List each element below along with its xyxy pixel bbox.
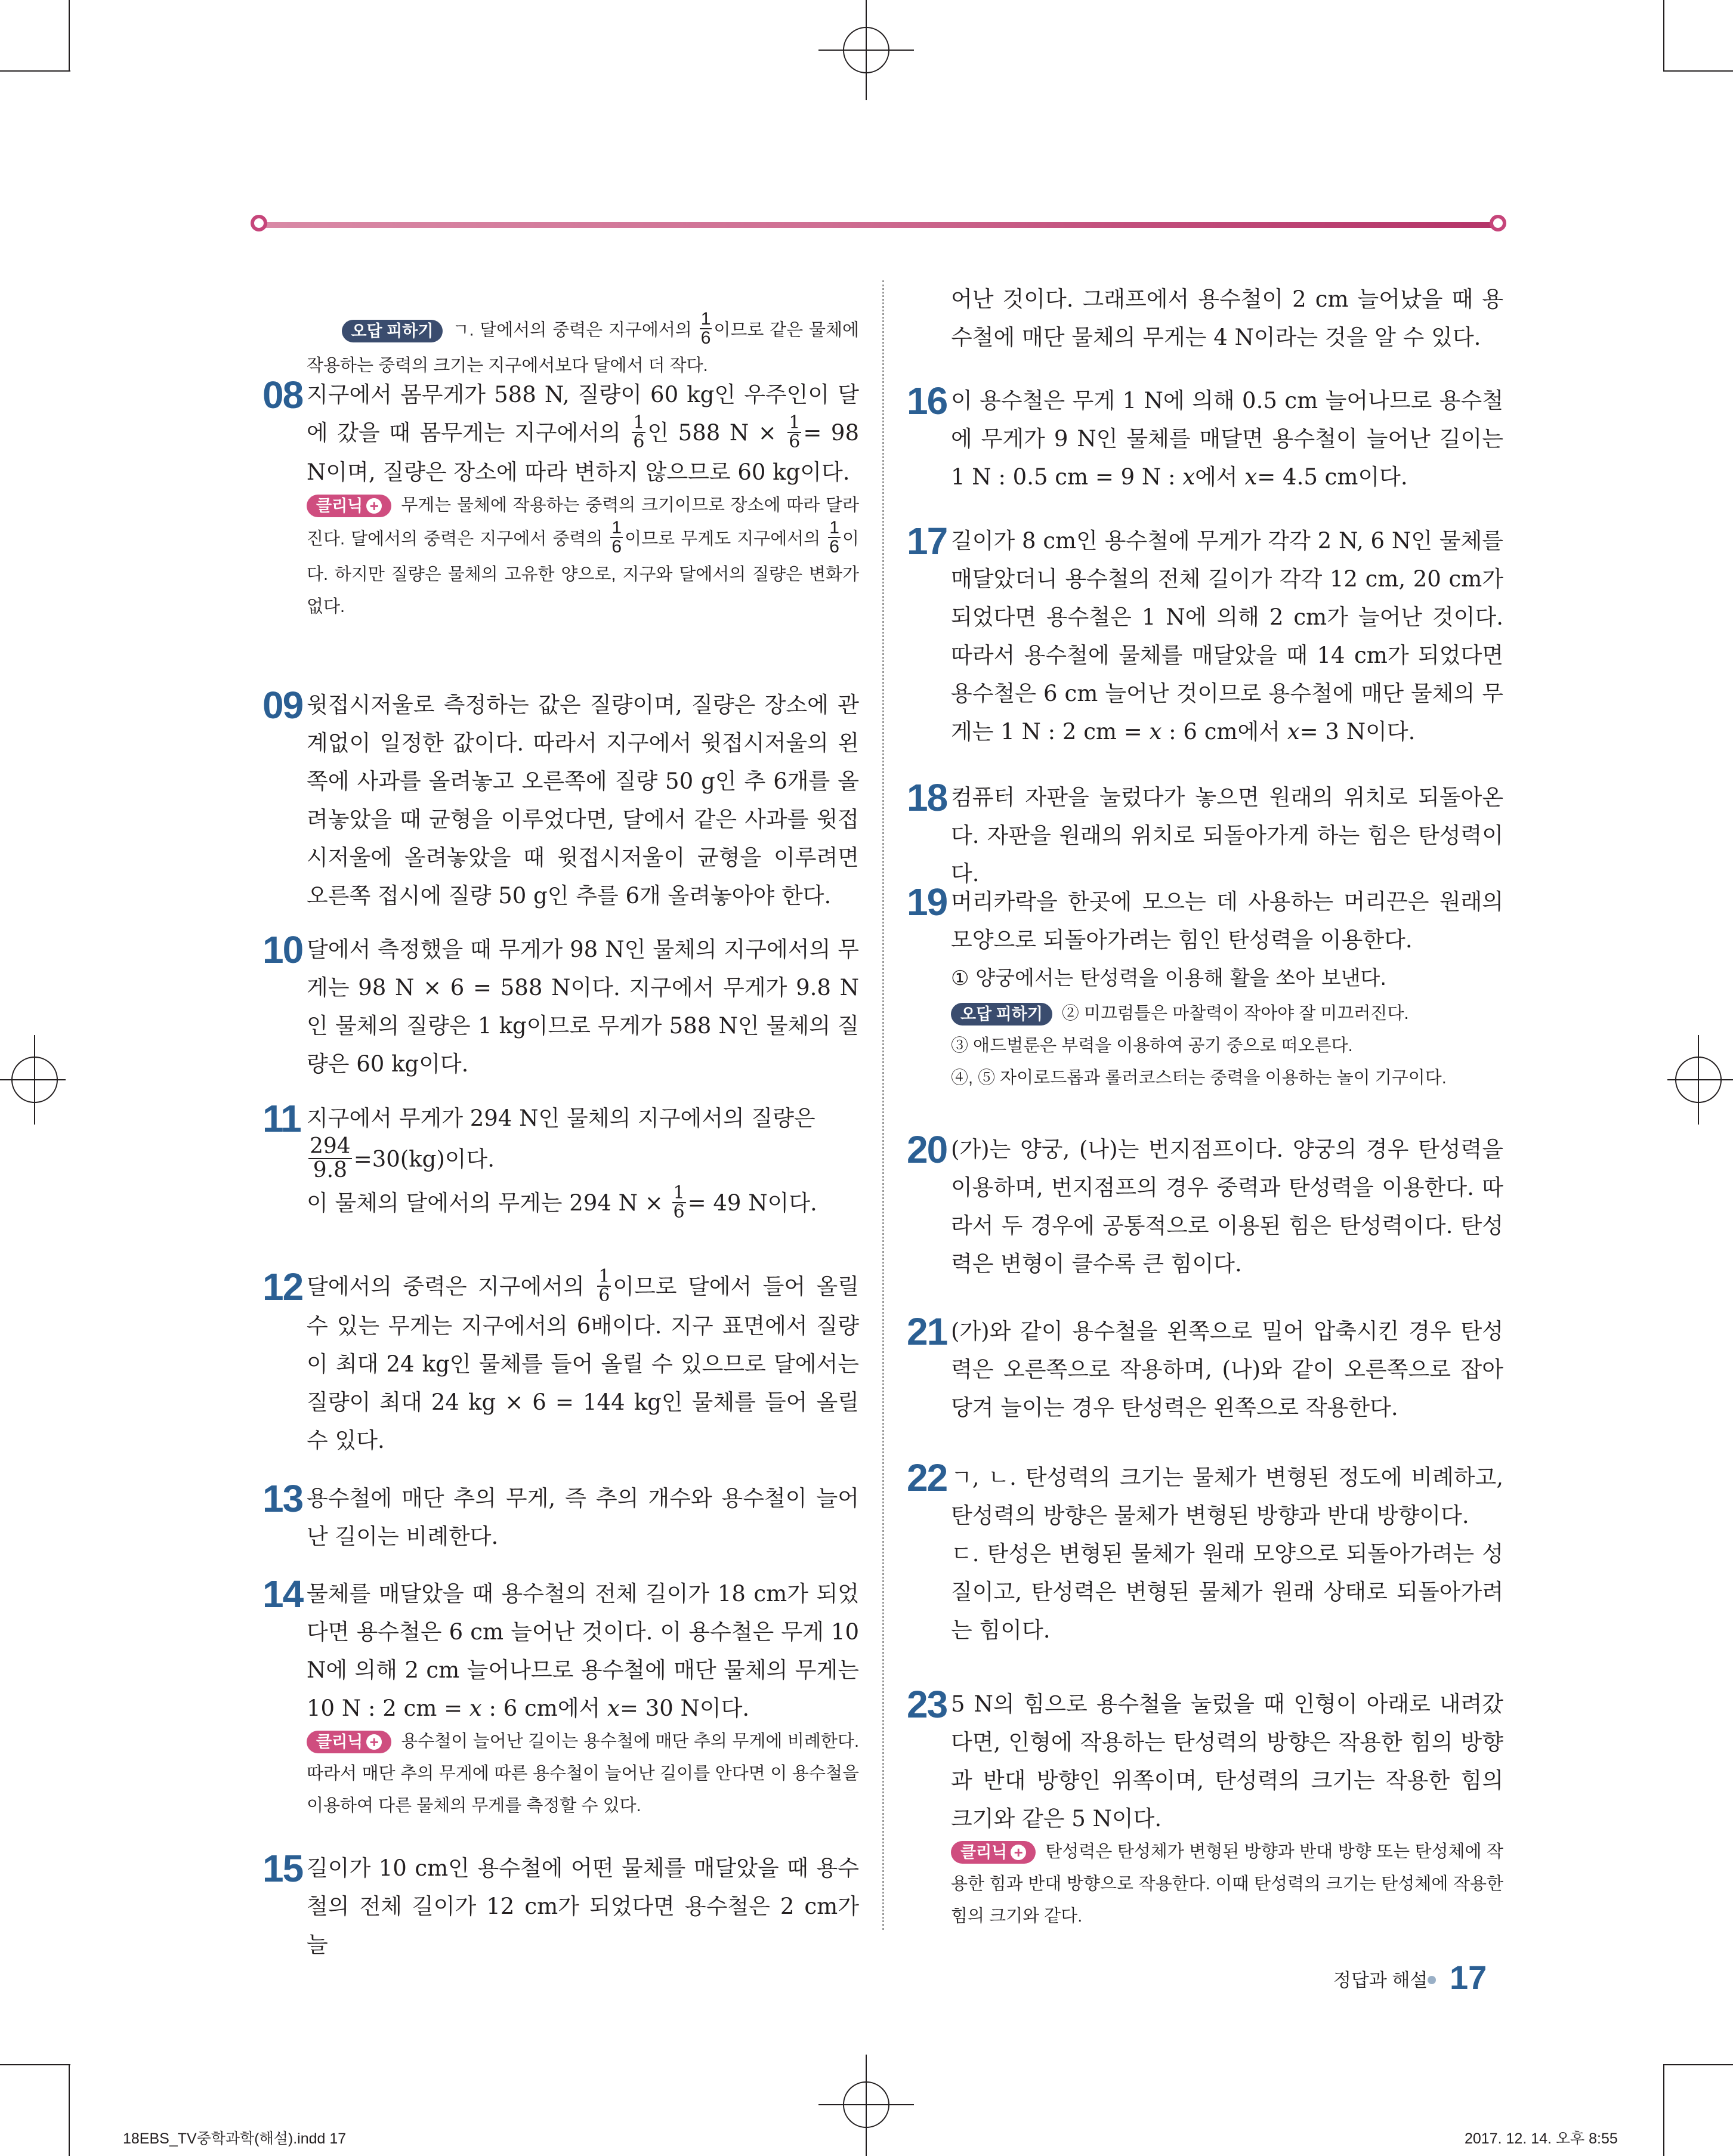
answer-number: 11 — [262, 1097, 301, 1140]
fraction: $\frac{1}{6}$ — [673, 1182, 685, 1222]
fraction: $\frac{1}{6}$ — [598, 1265, 610, 1306]
answer-text: 윗접시저울로 측정하는 값은 질량이며, 질량은 장소에 관계없이 일정한 값이다. 따라서 지구에서 윗접시저울의 왼쪽에 사과를 올려놓고 오른쪽에 질량 50 g인 추 6개를 올려놓았을 때 균형을 이루었다면, 달에서 같은 사과를 윗접시저울에 올려놓았을 때 윗접시저울이 균형을 이루려면 오른쪽 접시에 질량 50 g인 추를 6개 올려놓아야 한다. — [307, 692, 866, 909]
answer-08 — [262, 373, 866, 623]
answer-text: 물체를 매달았을 때 용수철의 전체 길이가 18 cm가 되었다면 용수철은 6 cm 늘어난 것이다. 이 용수철은 무게 10 N에 의해 2 cm 늘어나므로 용수철에 매단 물체의 무게는 10 N : 2 cm = x : 6 cm에서 x= 30 N이다. — [307, 1581, 866, 1721]
avoid-note-text: 이므로 같은 물체에 작용하는 중력의 크기는 지구에서보다 달에서 더 작다. — [307, 320, 864, 375]
answer-text: ㄷ. 탄성은 변형된 물체가 원래 모양으로 되돌아가려는 성질이고, 탄성력은 변형된 물체가 원래 상태로 되돌아가려는 힘이다. — [951, 1541, 1503, 1643]
clinic-note: 클리닉 + 용수철이 늘어난 길이는 용수철에 매단 추의 무게에 비례한다. 따라서 매단 추의 무게에 따른 용수철이 늘어난 길이를 안다면 이 용수철을 이용하여 다른 물체의 무게를 측정할 수 있다. — [307, 1732, 864, 1815]
option-text: ④, ⑤ 자이로드롭과 롤러코스터는 중력을 이용하는 놀이 기구이다. — [951, 1068, 1447, 1088]
plus-icon: + — [1011, 1845, 1026, 1860]
answer-number: 12 — [262, 1265, 303, 1308]
fraction: $\frac{1}{6}$ — [789, 412, 801, 452]
crop-mark — [1663, 70, 1733, 72]
fraction: $\frac{1}{6}$ — [633, 412, 645, 452]
answer-text: 어난 것이다. 그래프에서 용수철이 2 cm 늘어났을 때 용수철에 매단 물체의 무게는 4 N이라는 것을 알 수 있다. — [951, 286, 1503, 350]
answer-number: 17 — [907, 520, 947, 563]
answer-text: 이 용수철은 무게 1 N에 의해 0.5 cm 늘어나므로 용수철에 무게가 9 N인 물체를 매달면 용수철이 늘어난 길이는 1 N : 0.5 cm = 9 N : x에서 x= 4.5 cm이다. — [951, 388, 1510, 490]
answer-text: 머리카락을 한곳에 모으는 데 사용하는 머리끈은 원래의 모양으로 되돌아가려는 힘인 탄성력을 이용한다. — [951, 889, 1510, 953]
crop-mark — [0, 2064, 70, 2065]
fraction: $\frac{1}{6}$ — [829, 517, 839, 557]
avoid-note: 오답 피하기 ② 미끄럼틀은 마찰력이 작아야 잘 미끄러진다. — [951, 997, 1503, 1030]
answer-number: 22 — [907, 1456, 947, 1499]
answer-text: 달에서의 중력은 지구에서의 $\frac{1}{6}$ 이므로 달에서 들어 올릴 수 있는 무게는 지구에서의 6배이다. 지구 표면에서 질량이 최대 24 kg인 물체를 들어 올릴 수 있으므로 달에서는 질량이 최대 24 kg × 6 = 144 kg인 물체를 들어 올릴 수 있다. — [307, 1265, 866, 1453]
answer-text: ㄱ, ㄴ. 탄성력의 크기는 물체가 변형된 정도에 비례하고, 탄성력의 방향은 물체가 변형된 방향과 반대 방향이다. — [951, 1465, 1510, 1528]
answer-13 — [262, 1479, 859, 1556]
registration-mark — [0, 1035, 66, 1125]
answer-number: 14 — [262, 1573, 303, 1616]
header-bar — [251, 220, 1506, 229]
registration-mark — [1667, 1035, 1733, 1125]
answer-22 — [907, 1456, 1510, 1650]
page-number: 17 — [1450, 1959, 1487, 1996]
answer-text: 용수철에 매단 추의 무게, 즉 추의 개수와 용수철이 늘어난 길이는 비례한다. — [307, 1485, 859, 1549]
header-bar-left-knob — [251, 215, 267, 231]
avoid-badge: 오답 피하기 — [951, 1003, 1052, 1026]
answer-number: 21 — [907, 1310, 947, 1353]
answer-text: 길이가 10 cm인 용수철에 어떤 물체를 매달았을 때 용수철의 전체 길이가 12 cm가 되었다면 용수철은 2 cm가 늘 — [307, 1855, 866, 1957]
avoid-badge: 오답 피하기 — [342, 320, 443, 342]
answer-text: 달에서 측정했을 때 무게가 98 N인 물체의 지구에서의 무게는 98 N × 6 = 588 N이다. 지구에서 무게가 9.8 N인 물체의 질량은 1 kg이므로 무게가 588 N인 물체의 질량은 60 kg이다. — [307, 937, 859, 1077]
answer-number: 10 — [262, 928, 303, 971]
answer-number: 16 — [907, 379, 947, 422]
crop-mark — [1663, 2064, 1664, 2156]
clinic-badge: 클리닉 + — [307, 495, 391, 517]
answer-23 — [907, 1683, 1510, 1932]
answer-11 — [262, 1099, 859, 1224]
answer-text: 5 N의 힘으로 용수철을 눌렀을 때 인형이 아래로 내려갔다면, 인형에 작용하는 탄성력의 방향은 작용한 힘의 방향과 반대 방향인 위쪽이며, 탄성력의 크기는 작용한 힘의 크기와 같은 5 N이다. — [951, 1691, 1510, 1831]
registration-mark — [818, 2055, 914, 2156]
clinic-badge: 클리닉 + — [951, 1841, 1036, 1864]
clinic-note: 클리닉 + 무게는 물체에 작용하는 중력의 크기이므로 장소에 따라 달라진다. 달에서의 중력은 지구에서 중력의 $\frac{1}{6}$ 이므로 무게도 지구에서의 $\frac{1}{6}$ 이다. 하지만 질량은 물체의 고유한 양으로, 지구와 달에서의 질량은 변화가 없다. — [307, 495, 864, 616]
answer-10 — [262, 928, 859, 1083]
print-slug-date: 2017. 12. 14. 오후 8:55 — [1465, 2130, 1618, 2147]
header-bar-right-knob — [1490, 215, 1506, 231]
crop-mark — [69, 2064, 70, 2156]
fraction: $\frac{1}{6}$ — [700, 309, 711, 348]
print-slug-file: 18EBS_TV중학과학(해설).indd 17 — [123, 2130, 347, 2147]
answer-21 — [907, 1312, 1503, 1427]
footer-dot — [1428, 1976, 1436, 1984]
answer-16 — [907, 379, 1510, 496]
answer-number: 20 — [907, 1128, 947, 1171]
clinic-badge: 클리닉 + — [307, 1731, 391, 1753]
answer-number: 18 — [907, 776, 947, 819]
answer-number: 19 — [907, 881, 947, 923]
option-text: ③ 애드벌룬은 부력을 이용하여 공기 중으로 떠오른다. — [951, 1036, 1353, 1055]
answer-20 — [907, 1128, 1510, 1283]
answer-number: 08 — [262, 373, 303, 416]
crop-mark — [69, 0, 70, 72]
answer-09 — [262, 684, 866, 915]
answer-text: (가)와 같이 용수철을 왼쪽으로 밀어 압축시킨 경우 탄성력은 오른쪽으로 작용하며, (나)와 같이 오른쪽으로 잡아당겨 늘이는 경우 탄성력은 왼쪽으로 작용한다. — [951, 1318, 1503, 1420]
answer-number: 23 — [907, 1683, 947, 1726]
column-divider — [882, 280, 884, 1930]
fraction: $\frac{294}{9.8}$ — [310, 1134, 351, 1182]
header-bar-line — [258, 222, 1499, 228]
answer-17 — [907, 520, 1510, 751]
answer-text: 지구에서 무게가 294 N인 물체의 지구에서의 질량은 $\frac{294}{9.8}$ =30(kg)이다. 이 물체의 달에서의 무게는 294 N × $\frac{1}{6}$ = 49 N이다. — [307, 1105, 817, 1222]
answer-text: 컴퓨터 자판을 눌렀다가 놓으면 원래의 위치로 되돌아온다. 자판을 원래의 위치로 되돌아가게 하는 힘은 탄성력이다. — [951, 784, 1503, 887]
registration-mark — [818, 0, 914, 101]
plus-icon: + — [366, 498, 382, 514]
answer-12 — [262, 1265, 866, 1460]
answer-18 — [907, 776, 1503, 893]
clinic-note: 클리닉 + 탄성력은 탄성체가 변형된 방향과 반대 방향 또는 탄성체에 작용한 힘과 반대 방향으로 작용한다. 이때 탄성력의 크기는 탄성체에 작용한 힘의 크기와 같다. — [951, 1842, 1509, 1926]
avoid-note-text: ㄱ. 달에서의 중력은 지구에서의 — [452, 320, 698, 340]
answer-15-continued — [907, 280, 1503, 357]
answer-number: 15 — [262, 1847, 303, 1890]
answer-text: 지구에서 몸무게가 588 N, 질량이 60 kg인 우주인이 달에 갔을 때 몸무게는 지구에서의 $\frac{1}{6}$ 인 588 N × $\frac{1}{6}$ = 98 N이며, 질량은 장소에 따라 변하지 않으므로 60 kg이다. — [307, 382, 866, 485]
footer-label: 정답과 해설 — [1333, 1970, 1428, 1991]
crop-mark — [0, 70, 70, 72]
answer-text: 길이가 8 cm인 용수철에 무게가 각각 2 N, 6 N인 물체를 매달았더니 용수철의 전체 길이가 각각 12 cm, 20 cm가 되었다면 용수철은 1 N에 의해 2 cm가 늘어난 것이다. 따라서 용수철에 물체를 매달았을 때 14 cm가 되었다면 용수철은 6 cm 늘어난 것이므로 용수철에 매단 물체의 무게는 1 N : 2 cm = x : 6 cm에서 x= 3 N이다. — [951, 528, 1510, 745]
answer-14 — [262, 1573, 866, 1822]
crop-mark — [1663, 2064, 1733, 2065]
answer-number: 09 — [262, 684, 303, 727]
plus-icon: + — [366, 1734, 382, 1750]
fraction: $\frac{1}{6}$ — [611, 517, 622, 557]
answer-19 — [907, 881, 1510, 1094]
answer-15 — [262, 1847, 866, 1964]
answer-text: (가)는 양궁, (나)는 번지점프이다. 양궁의 경우 탄성력을 이용하며, 번지점프의 경우 중력과 탄성력을 이용한다. 따라서 두 경우에 공통적으로 이용된 힘은 탄성력이다. 탄성력은 변형이 클수록 큰 힘이다. — [951, 1136, 1510, 1277]
option-text: ① 양궁에서는 탄성력을 이용해 활을 쏘아 보낸다. — [951, 966, 1387, 990]
crop-mark — [1663, 0, 1664, 72]
answer-number: 13 — [262, 1477, 303, 1520]
